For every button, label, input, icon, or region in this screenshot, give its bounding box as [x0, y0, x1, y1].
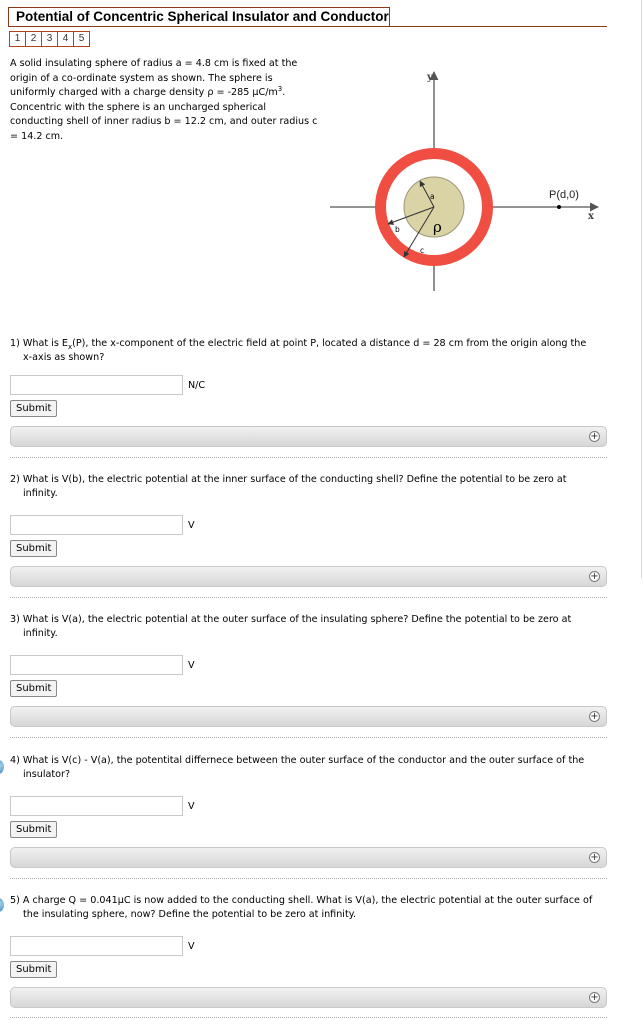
tab-4[interactable]: 4 — [57, 31, 74, 47]
unit-label-3: V — [188, 660, 195, 671]
expand-icon[interactable]: + — [590, 992, 599, 1003]
part-tabs — [9, 31, 89, 47]
feedback-bar-2[interactable] — [10, 566, 607, 587]
expand-icon[interactable]: + — [590, 571, 599, 582]
divider — [10, 597, 607, 598]
unit-label-2: V — [188, 520, 195, 531]
submit-button-2[interactable]: Submit — [10, 540, 57, 557]
radius-b-label: b — [395, 225, 400, 234]
title-underline — [8, 26, 607, 27]
tab-5[interactable]: 5 — [73, 31, 90, 47]
intro-line-2: origin of a co-ordinate system as shown. The sphere is — [10, 72, 273, 84]
feedback-bar-3[interactable] — [10, 706, 607, 727]
answer-input-5[interactable] — [10, 936, 183, 956]
question-1-text: 1) What is E — [10, 338, 68, 349]
intro-line-3-end: . — [282, 87, 286, 99]
question-2 — [10, 473, 610, 501]
question-4-text: 4) What is V(c) - V(a), the potentital differnece between the outer surface of the conductor and the outer surface of the — [10, 755, 585, 766]
unit-label-5: V — [188, 941, 195, 952]
tab-1[interactable]: 1 — [9, 31, 26, 47]
question-5-text-line2: the insulating sphere, now? Define the potential to be zero at infinity. — [23, 909, 357, 920]
question-3-text: 3) What is V(a), the electric potential at the outer surface of the insulating sphere? Define the potential to be zero at — [10, 614, 572, 625]
unit-label-1: N/C — [188, 380, 206, 391]
answer-input-3[interactable] — [10, 655, 183, 675]
question-1-subscript: x — [67, 342, 73, 351]
expand-icon[interactable]: + — [590, 431, 599, 442]
tab-2[interactable]: 2 — [25, 31, 42, 47]
feedback-bar-1[interactable] — [10, 426, 607, 447]
question-3-text-line2: infinity. — [23, 628, 58, 639]
question-1 — [10, 337, 610, 365]
hint-marker-icon[interactable] — [0, 898, 4, 912]
y-axis-label: y — [427, 72, 433, 83]
divider — [10, 878, 607, 879]
question-2-text-line2: infinity. — [23, 488, 58, 499]
feedback-bar-4[interactable] — [10, 847, 607, 868]
intro-line-5: conducting shell of inner radius b = 12.2 cm, and outer radius c — [10, 116, 318, 128]
page-title: Potential of Concentric Spherical Insulator and Conductor — [8, 7, 390, 27]
hint-marker-icon[interactable] — [0, 760, 4, 774]
rho-label: ρ — [433, 218, 442, 236]
divider — [10, 457, 607, 458]
intro-exponent: 3 — [277, 85, 283, 93]
tab-3[interactable]: 3 — [41, 31, 58, 47]
problem-statement — [10, 57, 330, 145]
intro-line-6: = 14.2 cm. — [10, 130, 64, 142]
submit-button-5[interactable]: Submit — [10, 961, 57, 978]
radius-a-label: a — [430, 192, 435, 201]
point-p-label: P(d,0) — [549, 189, 579, 201]
submit-button-4[interactable]: Submit — [10, 821, 57, 838]
radius-c-label: c — [420, 246, 425, 255]
divider — [10, 737, 607, 738]
submit-button-1[interactable]: Submit — [10, 400, 57, 417]
feedback-bar-5[interactable] — [10, 987, 607, 1008]
question-2-text: 2) What is V(b), the electric potential at the inner surface of the conducting shell? Define the potential to be zero at — [10, 474, 567, 485]
answer-input-4[interactable] — [10, 796, 183, 816]
question-4-text-line2: insulator? — [23, 769, 71, 780]
unit-label-4: V — [188, 801, 195, 812]
question-1-text-line2: x-axis as shown? — [23, 352, 105, 363]
sphere-diagram — [326, 66, 606, 294]
question-4 — [10, 754, 610, 782]
x-axis-label: x — [588, 211, 594, 222]
expand-icon[interactable]: + — [590, 852, 599, 863]
submit-button-3[interactable]: Submit — [10, 680, 57, 697]
answer-input-2[interactable] — [10, 515, 183, 535]
question-1-text-cont: (P), the x-component of the electric field at point P, located a distance d = 28 cm from the origin along the — [72, 338, 587, 349]
intro-line-1: A solid insulating sphere of radius a = 4.8 cm is fixed at the — [10, 58, 298, 69]
question-5 — [10, 894, 610, 922]
point-p-dot — [557, 205, 561, 209]
question-5-text: 5) A charge Q = 0.041μC is now added to the conducting shell. What is V(a), the electric potential at the outer surface of — [10, 895, 593, 906]
intro-line-3: uniformly charged with a charge density ρ = -285 μC/m — [10, 87, 278, 99]
scrollbar-edge — [641, 0, 642, 578]
question-3 — [10, 613, 610, 641]
answer-input-1[interactable] — [10, 375, 183, 395]
expand-icon[interactable]: + — [590, 711, 599, 722]
intro-line-4: Concentric with the sphere is an uncharged spherical — [10, 101, 267, 113]
divider — [10, 1017, 607, 1018]
